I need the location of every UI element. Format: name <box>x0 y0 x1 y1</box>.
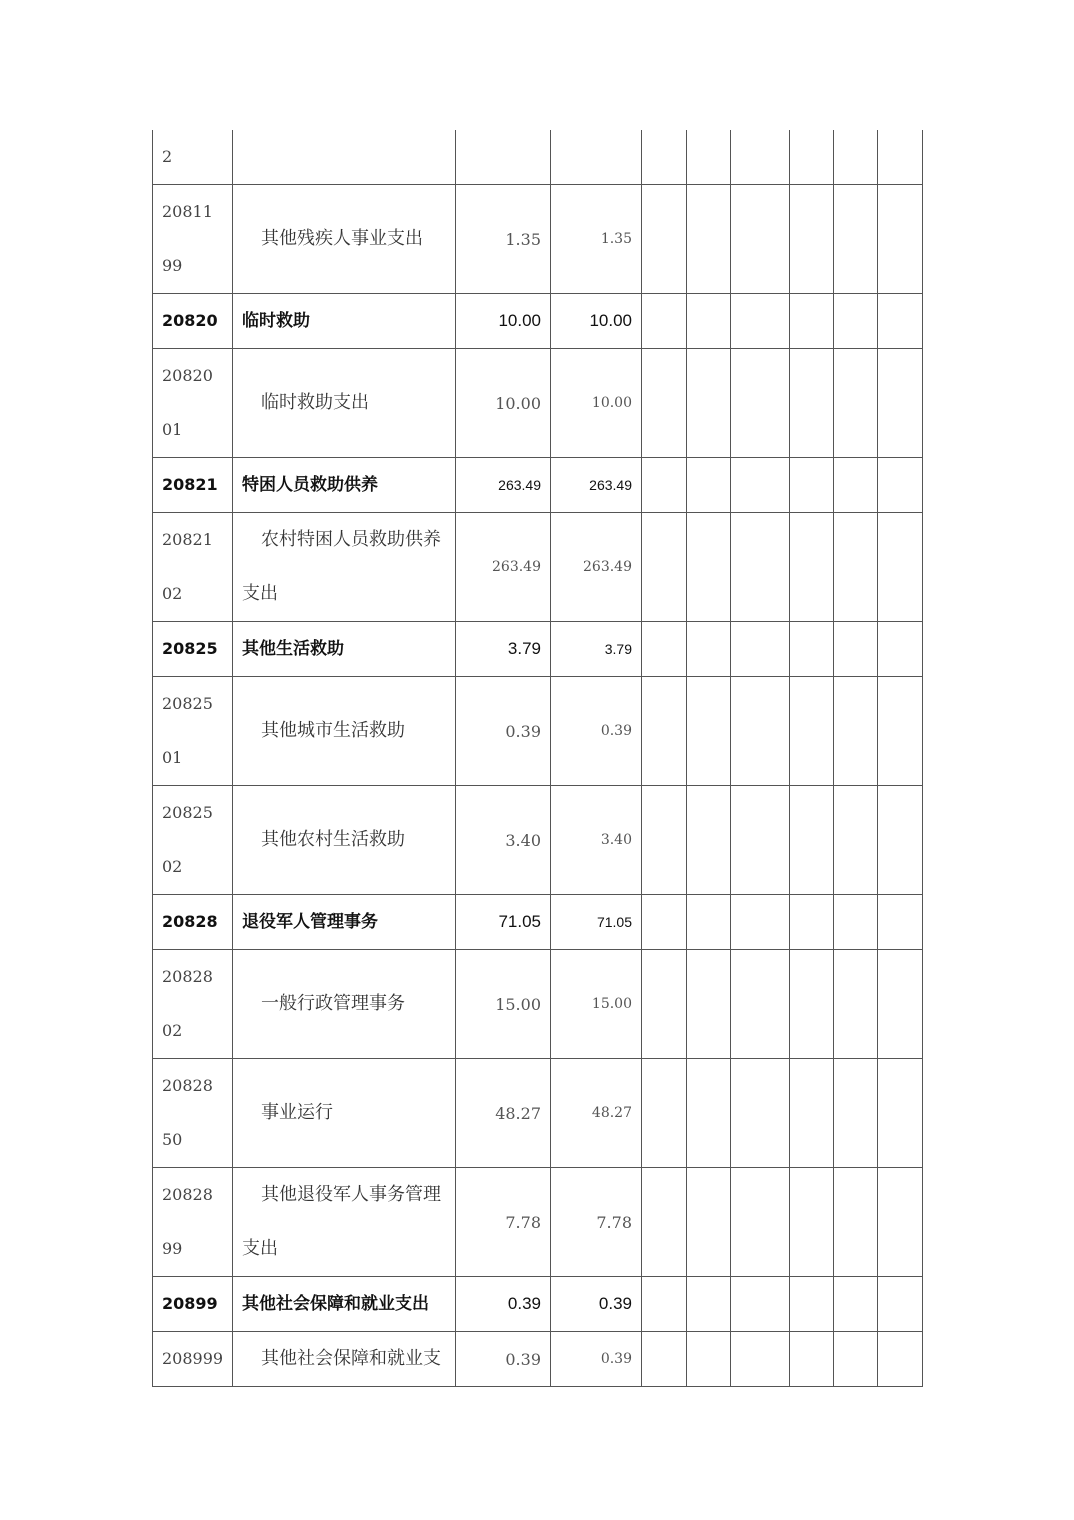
row-value-1: 10.00 <box>456 349 551 458</box>
row-value-2: 0.39 <box>551 677 642 786</box>
row-name: 退役军人管理事务 <box>233 895 456 950</box>
row-name: 其他生活救助 <box>233 622 456 677</box>
row-code: 2082899 <box>162 1185 213 1258</box>
row-code: 20825 <box>153 622 233 677</box>
row-value-1: 1.35 <box>456 185 551 294</box>
row-code: 2082802 <box>162 967 213 1040</box>
row-code: 20828 <box>153 895 233 950</box>
table-row <box>153 458 923 513</box>
table-row <box>153 294 923 349</box>
row-value-1: 263.49 <box>456 513 551 622</box>
row-value-2: 10.00 <box>551 294 642 349</box>
row-value-2: 15.00 <box>551 950 642 1059</box>
row-value-1: 48.27 <box>456 1059 551 1168</box>
row-value-2: 263.49 <box>551 458 642 513</box>
table-row <box>153 1059 923 1168</box>
row-value-1: 3.79 <box>456 622 551 677</box>
table-row <box>153 130 923 185</box>
row-name: 临时救助 <box>233 294 456 349</box>
row-code: 208999 <box>153 1332 233 1387</box>
row-value-1: 10.00 <box>456 294 551 349</box>
row-value-2: 3.79 <box>551 622 642 677</box>
row-code: 2082502 <box>162 803 213 876</box>
table-row <box>153 622 923 677</box>
row-value-1: 0.39 <box>456 1332 551 1387</box>
row-value-2: 263.49 <box>551 513 642 622</box>
row-name: 临时救助支出 <box>261 392 369 413</box>
row-value-1 <box>456 130 551 185</box>
row-code: 2082102 <box>162 530 213 603</box>
row-name: 一般行政管理事务 <box>261 993 405 1014</box>
row-name: 其他城市生活救助 <box>261 720 405 741</box>
row-name: 其他农村生活救助 <box>261 829 405 850</box>
table-row <box>153 1332 923 1387</box>
row-value-2: 0.39 <box>551 1332 642 1387</box>
row-value-1: 0.39 <box>456 677 551 786</box>
row-value-1: 263.49 <box>456 458 551 513</box>
row-value-2 <box>551 130 642 185</box>
row-code: 20820 <box>153 294 233 349</box>
row-name: 其他退役军人事务管理支出 <box>242 1184 441 1259</box>
row-value-2: 3.40 <box>551 786 642 895</box>
row-name: 特困人员救助供养 <box>233 458 456 513</box>
row-value-1: 7.78 <box>456 1168 551 1277</box>
row-value-2: 7.78 <box>551 1168 642 1277</box>
budget-table <box>152 130 923 1387</box>
row-name: 农村特困人员救助供养支出 <box>242 529 441 604</box>
table-row <box>153 786 923 895</box>
table-row <box>153 895 923 950</box>
row-value-2: 71.05 <box>551 895 642 950</box>
row-value-2: 1.35 <box>551 185 642 294</box>
table-row <box>153 185 923 294</box>
row-value-1: 15.00 <box>456 950 551 1059</box>
table-row <box>153 677 923 786</box>
row-name: 其他社会保障和就业支 <box>261 1348 441 1369</box>
row-name: 事业运行 <box>261 1102 333 1123</box>
row-name: 其他残疾人事业支出 <box>261 228 423 249</box>
row-code: 2082001 <box>162 366 213 439</box>
row-code: 20821 <box>153 458 233 513</box>
row-code: 2082850 <box>162 1076 213 1149</box>
row-value-2: 0.39 <box>551 1277 642 1332</box>
row-value-2: 48.27 <box>551 1059 642 1168</box>
row-value-1: 71.05 <box>456 895 551 950</box>
row-name <box>233 130 456 185</box>
table-row <box>153 349 923 458</box>
table-row <box>153 950 923 1059</box>
row-name: 其他社会保障和就业支出 <box>233 1277 456 1332</box>
row-value-1: 0.39 <box>456 1277 551 1332</box>
row-code: 2082501 <box>162 694 213 767</box>
row-code: 20899 <box>153 1277 233 1332</box>
row-value-1: 3.40 <box>456 786 551 895</box>
table-row <box>153 513 923 622</box>
row-code: 2 <box>153 130 233 185</box>
row-value-2: 10.00 <box>551 349 642 458</box>
table-row <box>153 1168 923 1277</box>
table-row <box>153 1277 923 1332</box>
row-code: 2081199 <box>162 202 213 275</box>
